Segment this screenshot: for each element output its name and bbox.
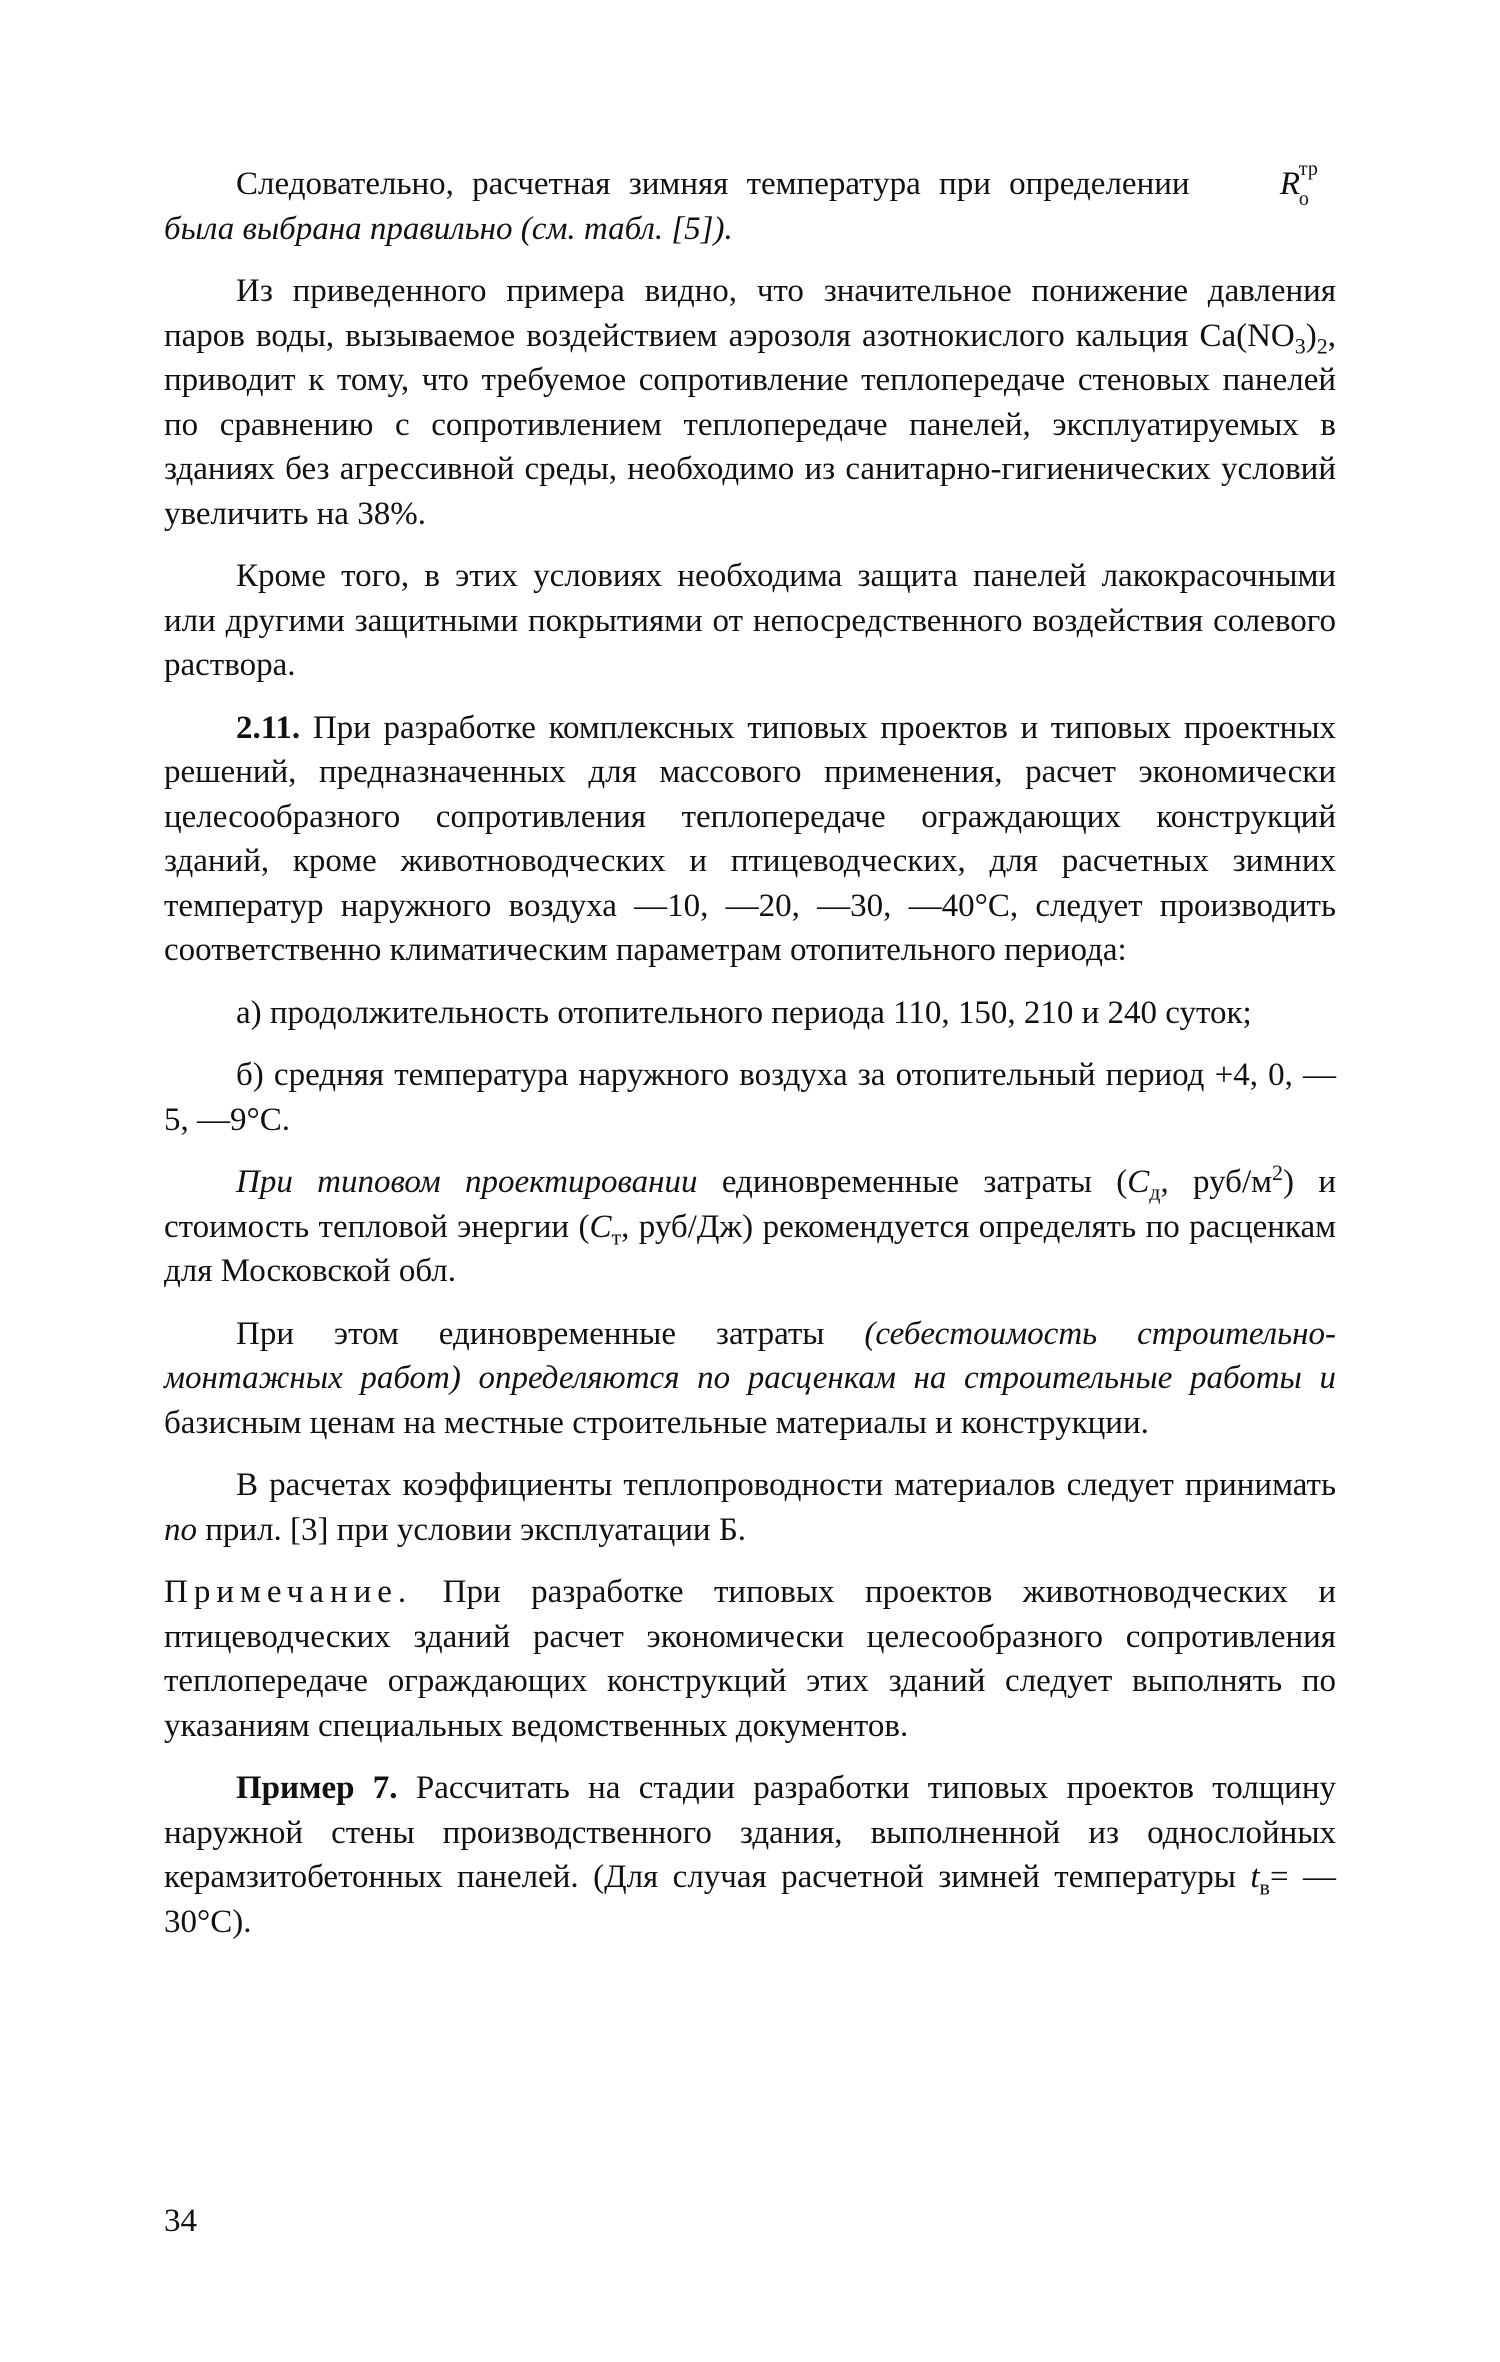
paragraph-section-2-11 — [164, 706, 1336, 973]
paragraph-text: , руб/м — [1160, 1164, 1273, 1200]
paragraph-text: В расчетах коэффициенты теплопроводности материалов следует принимать — [236, 1467, 1336, 1503]
paragraph-note — [164, 1570, 1336, 1748]
formula-subscript: в — [1259, 1874, 1270, 1900]
list-item-a — [164, 991, 1336, 1036]
paragraph-example-7 — [164, 1766, 1336, 1944]
unit-superscript: 2 — [1272, 1160, 1284, 1185]
formula-symbol: С — [589, 1208, 612, 1245]
formula-symbol: t — [1250, 1859, 1260, 1895]
paragraph-typical-design — [164, 1160, 1336, 1294]
paragraph-text: При разработке типовых проектов животноводческих и птицеводческих зданий расчет экономически целесообразного сопротивления теплопередаче ограждающих конструкций этих зданий следует выполнять по указаниям специальных ведомственных документов. — [164, 1574, 1336, 1744]
paragraph-text: б) средняя температура наружного воздуха за отопительный период +4, 0, —5, —9°С. — [164, 1057, 1336, 1138]
paragraph-text: = —30°С). — [164, 1859, 1336, 1940]
paragraph-text: Кроме того, в этих условиях необходима защита панелей лакокрасочными или другими защитными покрытиями от непосредственного воздействия солевого раствора. — [164, 558, 1336, 683]
paragraph-text: Из приведенного примера видно, что значительное понижение давления паров воды, вызываемое воздействием аэрозоля азотнокислого кальция Ca(NO — [164, 273, 1336, 354]
paragraph-text: При этом единовременные затраты — [236, 1315, 865, 1352]
paragraph-text: , руб/Дж) рекомендуется определять по расценкам для Московской обл. — [164, 1208, 1336, 1289]
section-number: 2.11. — [236, 709, 301, 746]
formula-symbol: С — [1127, 1164, 1150, 1200]
paragraph-thermal-conductivity — [164, 1463, 1336, 1552]
page-number: 34 — [164, 2203, 197, 2239]
formula-symbol: R — [1279, 166, 1300, 202]
formula-r-required — [1208, 158, 1332, 210]
paragraph-text-italic: по — [164, 1511, 197, 1548]
chemical-subscript: 2 — [1316, 333, 1328, 359]
paragraph-protection — [164, 554, 1336, 688]
paragraph-text: базисным ценам на местные строительные материалы и конструкции. — [164, 1404, 1149, 1441]
paragraph-text-italic: При типовом проектировании — [236, 1164, 698, 1200]
formula-subscript: д — [1149, 1179, 1161, 1205]
paragraph-text-italic: (себестоимость строительно-монтажных работ) определяются по расценкам на строительные работы и — [164, 1315, 1336, 1396]
paragraph-text: ) — [1305, 317, 1317, 354]
note-label: Примечание. — [164, 1574, 413, 1610]
paragraph-text: а) продолжительность отопительного периода 110, 150, 210 и 240 суток; — [236, 994, 1252, 1031]
paragraph-text: , приводит к тому, что требуемое сопротивление теплопередаче стеновых панелей по сравнению с сопротивлением теплопередаче панелей, эксплуатируемых в зданиях без агрессивной среды, необходимо из санитарно-гигиенических условий увеличить на 38%. — [164, 317, 1336, 532]
formula-subscript: т — [611, 1224, 622, 1250]
paragraph-text: прил. [3] при условии эксплуатации Б. — [197, 1511, 747, 1548]
paragraph-text-italic: была выбрана правильно (см. табл. [5]). — [164, 210, 733, 247]
paragraph-text: ) и стоимость тепловой энергии ( — [164, 1164, 1336, 1245]
list-item-b — [164, 1053, 1336, 1142]
paragraph-conclusion — [164, 158, 1336, 251]
paragraph-text: Рассчитать на стадии разработки типовых проектов толщину наружной стены производственного здания, выполненной из однослойных керамзитобетонных панелей. (Для случая расчетной зимней температуры — [164, 1770, 1337, 1895]
formula-subscript: о — [1298, 188, 1309, 210]
paragraph-one-time-costs — [164, 1312, 1336, 1446]
paragraph-example-analysis — [164, 269, 1336, 536]
chemical-subscript: 3 — [1294, 333, 1306, 359]
paragraph-text: Следовательно, расчетная зимняя температура при определении — [236, 166, 1208, 202]
example-label: Пример 7. — [236, 1770, 398, 1806]
paragraph-text: единовременные затраты ( — [697, 1164, 1128, 1200]
formula-superscript: тр — [1298, 158, 1318, 180]
paragraph-text: При разработке комплексных типовых проектов и типовых проектных решений, предназначенных для массового применения, расчет экономически целесообразного сопротивления теплопередаче ограждающих конструкций зданий, кроме животноводческих и птицеводческих, для расчетных зимних температур наружного воздуха —10, —20, —30, —40°С, следует производить соответственно климатическим параметрам отопительного периода: — [164, 709, 1336, 968]
